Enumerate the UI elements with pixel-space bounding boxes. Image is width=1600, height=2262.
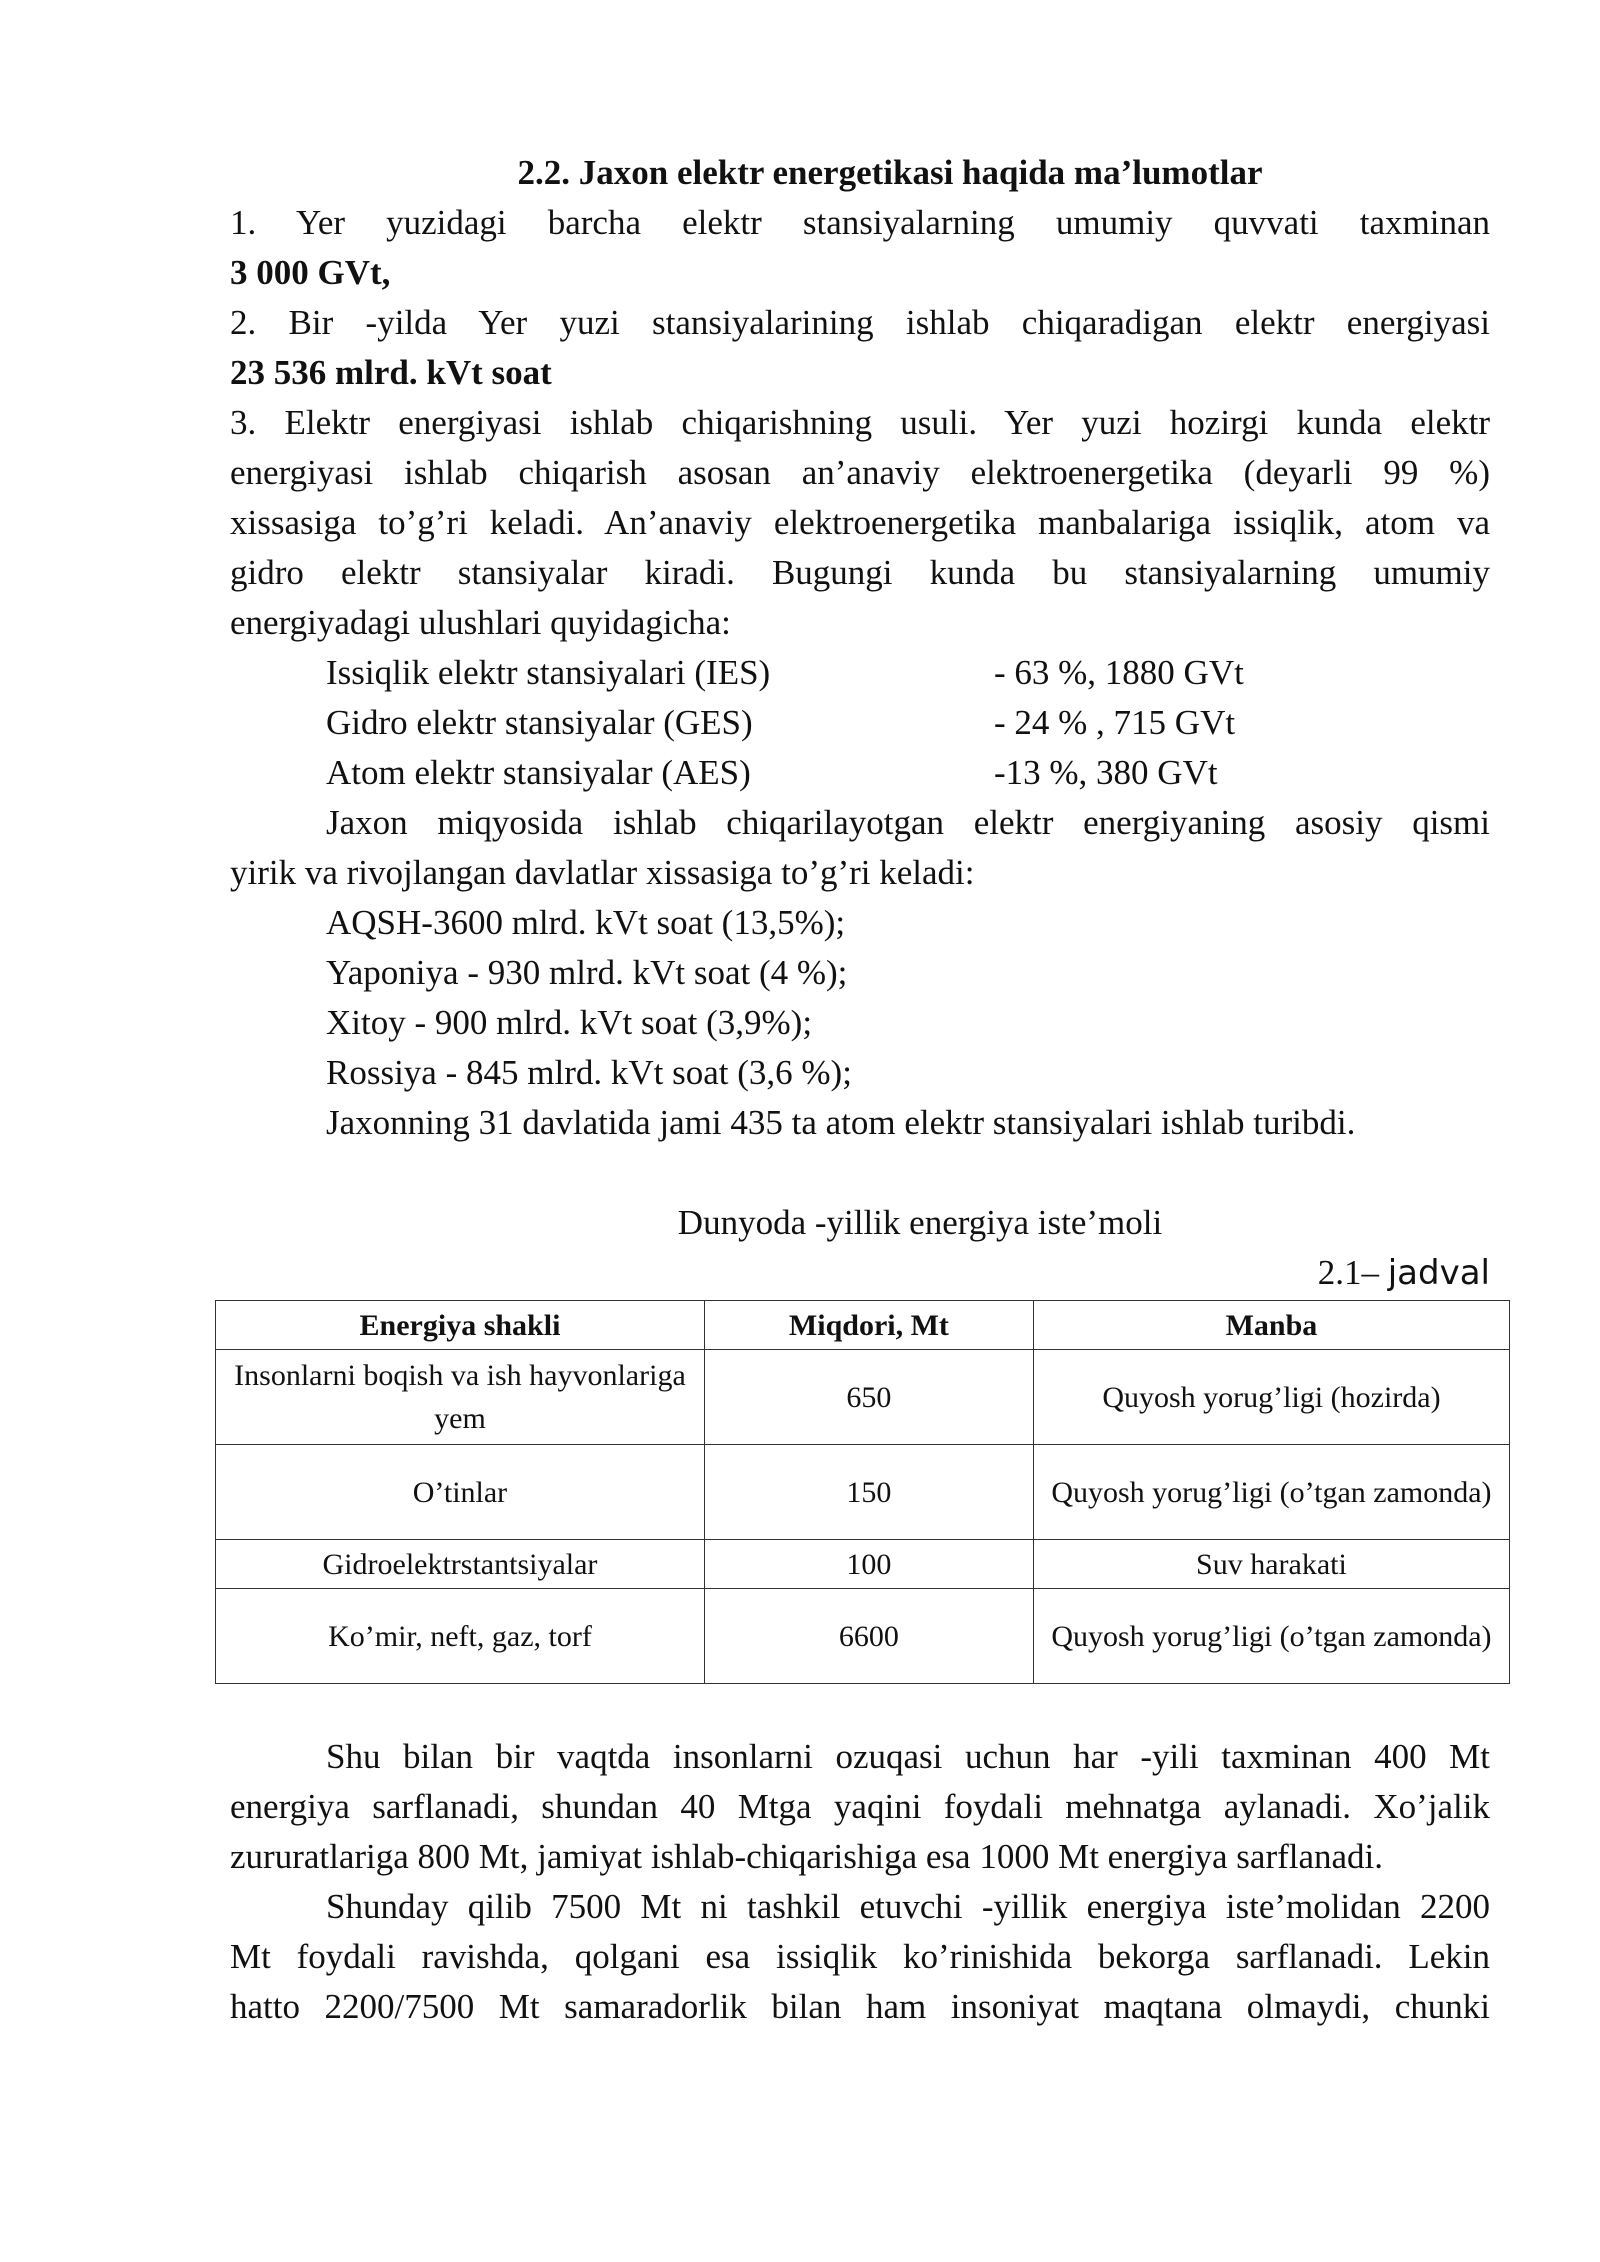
cell-amount: 6600 [704, 1589, 1033, 1684]
paragraph-line: yirik va rivojlangan davlatlar xissasiga to’g’ri keladi: [230, 853, 975, 892]
table-title: Dunyoda -yillik energiya iste’moli [677, 1203, 1163, 1242]
share-row [230, 648, 1490, 698]
list-item: AQSH-3600 mlrd. kVt soat (13,5%); [326, 903, 846, 942]
table-row [216, 1445, 1510, 1540]
paragraph-line: hatto 2200/7500 Mt samaradorlik bilan ham insoniyat maqtana olmaydi, chunki [230, 1987, 1490, 2026]
share-name: Gidro elektr stansiyalar (GES) [326, 703, 753, 742]
paragraph-line: zururatlariga 800 Mt, jamiyat ishlab-chiqarishiga esa 1000 Mt energiya sarflanadi. [230, 1837, 1384, 1876]
cell-form: Gidroelektrstantsiyalar [216, 1540, 705, 1589]
cell-source: Quyosh yorug’ligi (o’tgan zamonda) [1033, 1445, 1509, 1540]
item-3-paragraph [230, 398, 1490, 648]
column-header-form: Energiya shakli [216, 1301, 705, 1350]
table-row [216, 1350, 1510, 1445]
after-paragraph-1 [230, 1732, 1490, 1882]
share-value: - 24 % , 715 GVt [994, 703, 1236, 742]
cell-form: O’tinlar [216, 1445, 705, 1540]
paragraph-line: 3. Elektr energiyasi ishlab chiqarishning usuli. Yer yuzi hozirgi kunda elektr [230, 403, 1490, 442]
cell-amount: 650 [704, 1350, 1033, 1445]
table-number-prefix: 2.1– [1317, 1253, 1379, 1292]
paragraph-line: Mt foydali ravishda, qolgani esa issiqlik ko’rinishida bekorga sarflanadi. Lekin [230, 1937, 1490, 1976]
item-1-value: 3 000 GVt, [230, 253, 391, 292]
column-header-amount: Miqdori, Mt [704, 1301, 1033, 1350]
share-value: -13 %, 380 GVt [994, 753, 1218, 792]
paragraph-line: Shunday qilib 7500 Mt ni tashkil etuvchi -yillik energiya iste’molidan 2200 [326, 1887, 1490, 1926]
cell-source: Quyosh yorug’ligi (o’tgan zamonda) [1033, 1589, 1509, 1684]
share-name: Atom elektr stansiyalar (AES) [326, 753, 751, 792]
cell-form: Ko’mir, neft, gaz, torf [216, 1589, 705, 1684]
table-header-row [216, 1301, 1510, 1350]
paragraph-line: energiyadagi ulushlari quyidagicha: [230, 603, 731, 642]
share-name: Issiqlik elektr stansiyalari (IES) [326, 653, 771, 692]
cell-amount: 150 [704, 1445, 1033, 1540]
item-1-text: 1. Yer yuzidagi barcha elektr stansiyalarning umumiy quvvati taxminan [230, 203, 1490, 242]
share-row [230, 748, 1490, 798]
table-number [230, 1248, 1490, 1298]
item-2-value: 23 536 mlrd. kVt soat [230, 353, 552, 392]
item-2-text: 2. Bir -yilda Yer yuzi stansiyalarining ishlab chiqaradigan elektr energiyasi [230, 303, 1490, 342]
paragraph-line: gidro elektr stansiyalar kiradi. Bugungi kunda bu stansiyalarning umumiy [230, 553, 1490, 592]
list-item: Jaxonning 31 davlatida jami 435 ta atom elektr stansiyalari ishlab turibdi. [326, 1103, 1356, 1142]
document-page [230, 148, 1490, 2032]
section-heading: 2.2. Jaxon elektr energetikasi haqida ma’lumotlar [517, 153, 1263, 192]
paragraph-line: Shu bilan bir vaqtda insonlarni ozuqasi uchun har -yili taxminan 400 Mt [326, 1737, 1490, 1776]
share-row [230, 698, 1490, 748]
paragraph-line: energiya sarflanadi, shundan 40 Mtga yaqini foydali mehnatga aylanadi. Xo’jalik [230, 1787, 1490, 1826]
list-item: Rossiya - 845 mlrd. kVt soat (3,6 %); [326, 1053, 852, 1092]
share-value: - 63 %, 1880 GVt [994, 653, 1244, 692]
cell-amount: 100 [704, 1540, 1033, 1589]
table-number-word: jadval [1387, 1253, 1490, 1293]
cell-source: Suv harakati [1033, 1540, 1509, 1589]
cell-source: Quyosh yorug’ligi (hozirda) [1033, 1350, 1509, 1445]
cell-form: Insonlarni boqish va ish hayvonlariga yem [216, 1350, 705, 1445]
shares-list [230, 648, 1490, 798]
table-row [216, 1540, 1510, 1589]
countries-list [230, 898, 1490, 1148]
list-item: Xitoy - 900 mlrd. kVt soat (3,9%); [326, 1003, 813, 1042]
paragraph-line: Jaxon miqyosida ishlab chiqarilayotgan elektr energiyaning asosiy qismi [326, 803, 1490, 842]
paragraph-line: energiyasi ishlab chiqarish asosan an’anaviy elektroenergetika (deyarli 99 %) [230, 453, 1490, 492]
world-paragraph [230, 798, 1490, 898]
after-paragraph-2 [230, 1882, 1490, 2032]
table-row [216, 1589, 1510, 1684]
energy-table [215, 1300, 1510, 1684]
list-item: Yaponiya - 930 mlrd. kVt soat (4 %); [326, 953, 848, 992]
paragraph-line: xissasiga to’g’ri keladi. An’anaviy elektroenergetika manbalariga issiqlik, atom va [230, 503, 1490, 542]
column-header-source: Manba [1033, 1301, 1509, 1350]
